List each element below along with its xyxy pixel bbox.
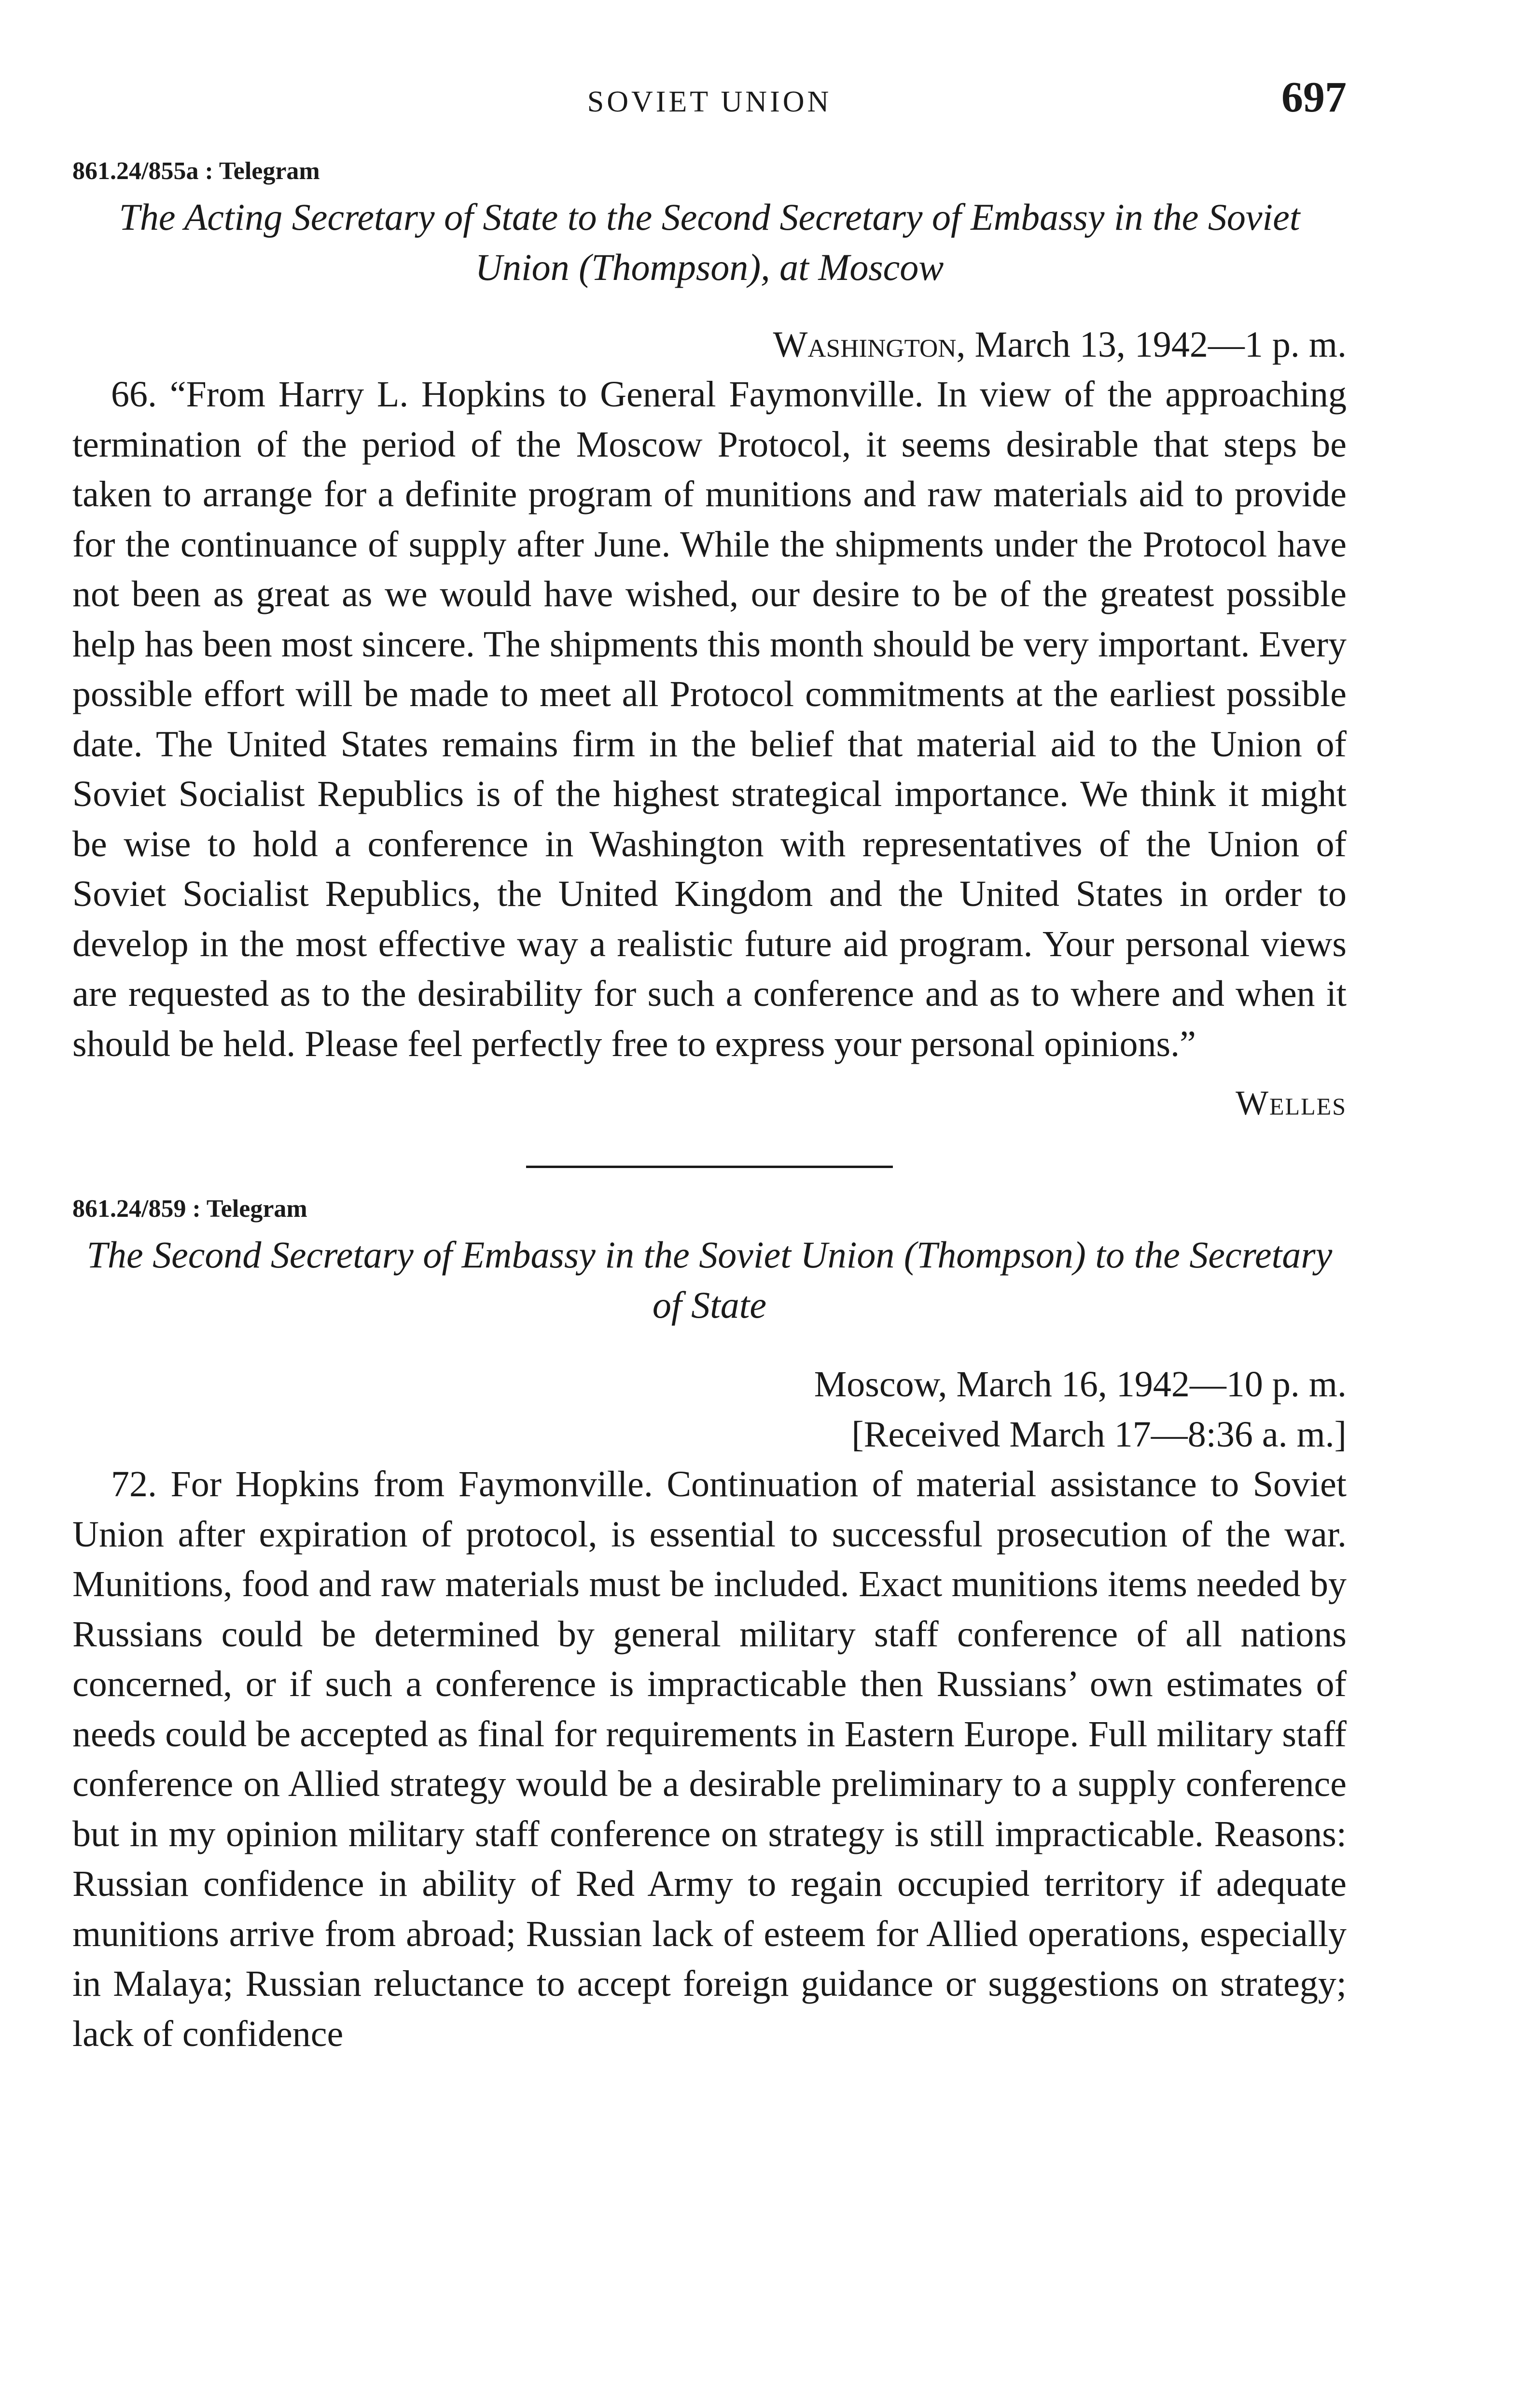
file-reference: 861.24/855a : Telegram	[72, 157, 320, 185]
document-title: The Second Secretary of Embassy in the Soviet Union (Thompson) to the Secretary of State	[86, 1234, 1333, 1326]
dateline-place: Washington,	[773, 324, 966, 365]
telegram-body: 72. For Hopkins from Faymonville. Continuation of material assistance to Soviet Union after expiration of protocol, is essential to successful prosecution of the war. Munitions, food and raw materials must be included. Exact munitions items needed by Russians could be determined by general military staff conference of all nations concerned, or if such a conference is impracticable then Russians’ own estimates of needs could be accepted as final for requirements in Eastern Europe. Full military staff conference on Allied strategy would be a desirable preliminary to a supply conference but in my opinion military staff conference on strategy is still impracticable. Reasons: Russian confidence in ability of Red Army to regain occupied territory if adequate munitions arrive from abroad; Russian lack of esteem for Allied operations, especially in Malaya; Russian reluctance to accept foreign guidance or suggestions on strategy; lack of confidence	[72, 1464, 1347, 2054]
telegram-body: 66. “From Harry L. Hopkins to General Faymonville. In view of the approaching termination of the period of the Moscow Protocol, it seems desirable that steps be taken to arrange for a definite program of munitions and raw materials aid to provide for the continuance of supply after June. While the shipments under the Protocol have not been as great as we would have wished, our desire to be of the greatest possible help has been most sincere. The shipments this month should be very important. Every possible effort will be made to meet all Protocol commitments at the earliest possible date. The United States remains firm in the belief that material aid to the Union of Soviet Socialist Republics is of the highest strategical importance. We think it might be wise to hold a conference in Washington with representatives of the Union of Soviet Socialist Republics, the United Kingdom and the United States in order to develop in the most effective way a realistic future aid program. Your personal views are requested as to the desirability for such a conference and as to where and when it should be held. Please feel perfectly free to express your personal opinions.”	[72, 374, 1347, 1064]
telegram-1	[72, 154, 1347, 1127]
dateline: Moscow, March 16, 1942—10 p. m.	[814, 1364, 1347, 1405]
telegram-2	[72, 1192, 1347, 2059]
dateline	[72, 320, 1347, 370]
file-reference: 861.24/859 : Telegram	[72, 1195, 307, 1223]
received-line: [Received March 17—8:36 a. m.]	[851, 1414, 1347, 1455]
page-number: 697	[1281, 73, 1347, 121]
running-header	[72, 72, 1347, 135]
dateline-date: March 13, 1942—1 p. m.	[965, 324, 1347, 365]
section-divider	[526, 1166, 893, 1168]
document-title: The Acting Secretary of State to the Second Secretary of Embassy in the Soviet Union (Thompson), at Moscow	[119, 196, 1300, 288]
document-page	[72, 72, 1347, 2059]
signature: Welles	[1236, 1084, 1347, 1122]
running-title: SOVIET UNION	[587, 85, 832, 118]
